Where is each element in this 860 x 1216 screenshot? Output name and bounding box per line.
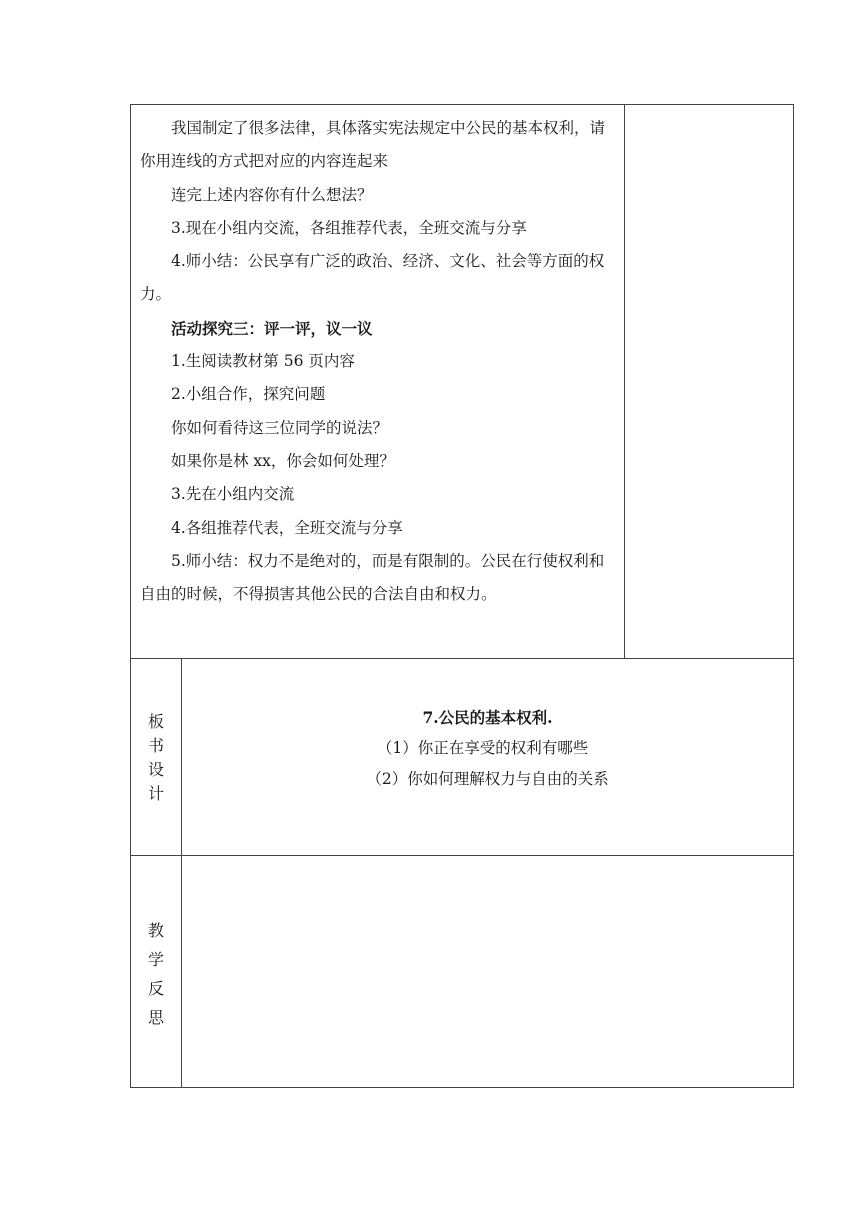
content-paragraph: 4.各组推荐代表，全班交流与分享 xyxy=(171,518,403,537)
content-paragraph: 连完上述内容你有什么想法？ xyxy=(171,185,373,204)
board-design-content xyxy=(182,659,793,795)
content-paragraph: 2.小组合作，探究问题 xyxy=(171,385,326,404)
board-point-2: （2）你如何理解权力与自由的关系 xyxy=(366,770,609,788)
board-design-content-cell xyxy=(182,659,794,856)
reflection-label-char: 教 xyxy=(148,921,165,940)
teaching-process-text xyxy=(131,105,624,611)
content-paragraph: 你如何看待这三位同学的说法？ xyxy=(171,418,389,437)
teaching-reflection-row xyxy=(131,856,794,1088)
content-paragraph: 4.师小结：公民享有广泛的政治、经济、文化、社会等方面的权力。 xyxy=(140,252,605,304)
section-heading: 活动探究三：评一评，议一议 xyxy=(171,318,373,338)
content-paragraph: 3.现在小组内交流，各组推荐代表，全班交流与分享 xyxy=(171,218,527,237)
reflection-content-cell xyxy=(182,856,794,1088)
board-label-char: 书 xyxy=(148,736,165,755)
reflection-label-cell xyxy=(131,856,182,1088)
content-row xyxy=(131,105,794,659)
board-point-1: （1）你正在享受的权利有哪些 xyxy=(376,739,589,757)
reflection-label-char: 反 xyxy=(148,979,165,998)
content-paragraph: 3.先在小组内交流 xyxy=(171,485,295,504)
board-label-char: 板 xyxy=(148,712,165,731)
teaching-process-cell xyxy=(131,105,625,659)
reflection-label xyxy=(131,856,181,1032)
board-design-row xyxy=(131,659,794,856)
content-paragraph: 5.师小结：权力不是绝对的，而是有限制的。公民在行使权利和自由的时候，不得损害其他公民的合法自由和权力。 xyxy=(140,551,605,604)
reflection-label-char: 学 xyxy=(148,950,165,969)
content-paragraph: 1.生阅读教材第 56 页内容 xyxy=(171,352,355,371)
board-label-char: 设 xyxy=(148,760,165,779)
notes-cell xyxy=(624,105,793,659)
board-label-char: 计 xyxy=(148,784,165,803)
lesson-plan-table xyxy=(130,104,794,1088)
content-paragraph: 我国制定了很多法律，具体落实宪法规定中公民的基本权利，请你用连线的方式把对应的内容连起来 xyxy=(140,119,606,171)
board-title: 7.公民的基本权利. xyxy=(422,708,553,727)
content-paragraph: 如果你是林 xx，你会如何处理？ xyxy=(171,451,395,470)
reflection-label-char: 思 xyxy=(148,1008,165,1027)
